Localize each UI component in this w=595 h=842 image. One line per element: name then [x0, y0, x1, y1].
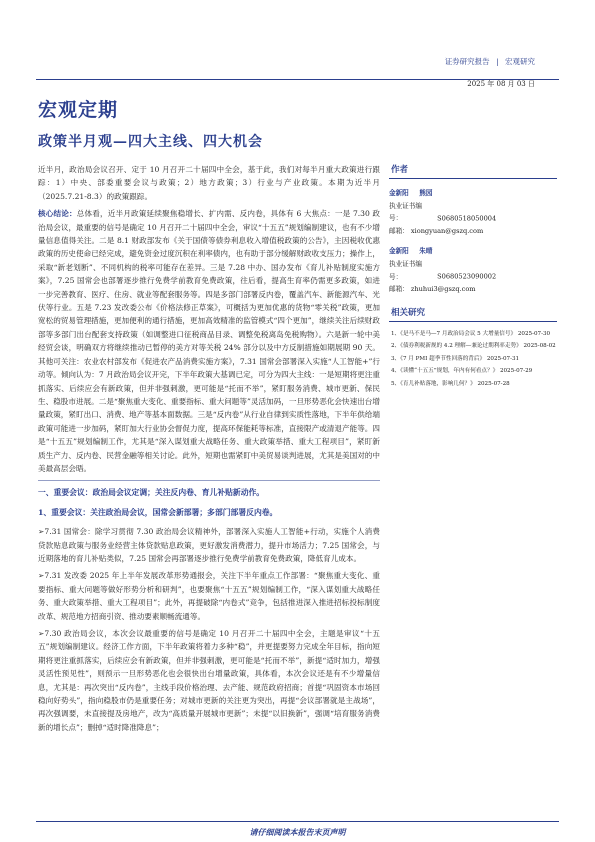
- related-item[interactable]: 4、《读懂“十五五”规划，年内有何看点？》 2025-07-29: [391, 368, 533, 375]
- related-research-list: [389, 328, 557, 391]
- cert-number: S0680523090002: [437, 272, 497, 281]
- related-item[interactable]: 1、《是马不是马—7 月政治局会议 5 大增量信号》 2025-07-30: [391, 330, 551, 337]
- bullet-paragraph: ➢7.30 政治局会议，本次会议最重要的信号是确定 10 月召开二十届四中全会，主题是审议“十五五”规划编制建议。经济工作方面，下半年政策将着力多种“稳”，并更提要努力完成全年目标，指向短期将更注重抓落实，后续应会有新政策，但并非强刺激，更可能是“托而不举”，新提“适时加力，增强灵活性预见性”，则预示一旦形势恶化也会很快出台增量政策，具体看，本次会议还是有不少增量信息，尤其是：再次突出“反内卷”，主线手段价格治理、去产能、规范政府招商；首提“巩固资本市场回稳向好势头”，指向稳股市仍是重要任务；对城市更新的关注更为突出，再提“会议部署就是主战场”，再次强调要，未直接提及房地产，改为“高质量开展城市更新”；未提“以旧换新”，强调“培育服务消费新的增长点”；删掉“适时降准降息”；: [38, 629, 380, 732]
- section-divider: [38, 480, 380, 481]
- bullet-paragraph: ➢7.31 国常会：除学习贯彻 7.30 政治局会议精神外，部署深入实施人工智能+行动，实施个人消费贷款贴息政策与服务业经营主体贷款贴息政策，更好激发消费潜力，提升市场活力；7.25 国常会，与近期落地的育儿补贴类似，7.25 国常会再部署逐步推行免费学前教育免费政策，降低育儿成本。: [38, 527, 380, 563]
- author-email[interactable]: zhuhui3@gszq.com: [410, 285, 476, 294]
- email-label: 邮箱：: [389, 285, 409, 294]
- footer-divider: [36, 821, 559, 822]
- email-label: 邮箱：: [389, 226, 409, 235]
- related-item[interactable]: 5、《育儿补贴落地，影响几何？》 2025-07-28: [391, 380, 510, 387]
- author-firm: 金新阳: [389, 247, 409, 256]
- bullet-paragraph: ➢7.31 发改委 2025 年上半年发展改革形势通报会，关注下半年重点工作部署：“聚焦重大变化、重要指标、重大问题等做好形势分析和研判”，也要聚焦“十五五”规划编制工作，“深入谋划重大战略任务、重大政策举措、重大工程项目”；此外，再提破除“内卷式”竞争，包括推进深入推进招标投标制度改革、规范地方招商引资、推动要素顺畅流通等。: [38, 571, 380, 621]
- report-headline: 政策半月观—四大主线、四大机会: [38, 134, 263, 150]
- core-conclusion-paragraph: [38, 207, 380, 475]
- author-email[interactable]: xiongyuan@gszq.com: [410, 226, 484, 235]
- report-category: 宏观研究: [505, 57, 535, 66]
- author-firm: 金新阳: [389, 189, 409, 197]
- main-body: [38, 163, 380, 734]
- core-conclusion-text: 总体看，近半月政策延续聚焦稳增长、扩内需、反内卷，具体有 6 大焦点：一是 7.30 政治局会议，最重要的信号是确定 10 月召开二十届四中全会，审议“十五五”规划编制建议，也有不少增量信息值得关注。二是 8.1 财政部发布《关于国债等债券利息收入增值税政策的公告》，主因税收优惠政策的历史使命已经完成，避免资金过度沉积在利率债内，也有助于部分缓解财政收支压力；操作上，采取“新老划断”、不同机构的税率可能存在差异。三是 7.28 中办、国办发布《育儿补贴制度实施方案》，7.25 国常会也部署逐步推行免费学前教育免费政策，往后看，提高生育率仍需更多政策，如进一步完善教育、医疗、住房、就业等配套服务等。四是多部门部署反内卷，覆盖汽车、新能源汽车、光伏等行业。五是 7.23 发改委公布《价格法修正草案》，可概括为更加优惠的货物“零关税”政策，更加宽松的贸易管理措施，更加便利的通行措施，更加高效精准的监管模式“四个更加”，继续关注后续财政部等多部门出台配套支持政策（如调整进口征税商品目录、调整免税离岛免税购物）。六是新一轮中美经贸会谈，明确双方将继续推动已暂停的美方对等关税 24% 部分以及中方反制措施如期展期 90 天。其他可关注：农业农村部发布《促进农产品消费实施方案》，7.31 国常会部署深入实施“人工智能+”行动等。倾向认为：7 月政治局会议开完，下半年政策大基调已定，可分为四大主线：一是短期将更注重抓落实、后续应会有新政策，但并非强刺激，更可能是“托而不举”，紧盯服务消费、城市更新、保民生、稳股市进展。二是“聚焦重大变化、重要指标、重大问题等”灵活加码，一旦形势恶化会快速出台增量政策，紧盯出口、消费、地产等基本面数据。三是“反内卷”从行业自律到实质性落地，下半年供给端政策可能进一步加码，紧盯加大行业协会督促力度，提高环保能耗等标准，直接限产或清退产能等。四是“十五五”规划编制工作，尤其是“深入谋划重大战略任务、重大政策举措、重大工程项目”，紧盯新质生产力、反内卷、民营金融等相关讨论。此外，短期也需紧盯中美贸易谈判进展，尤其是美国对的中美最高层会晤。: [38, 209, 381, 473]
- cert-number: S0680518050004: [437, 214, 497, 223]
- section-title: 一、重要会议：政治局会议定调；关注反内卷、育儿补贴新动作。: [38, 488, 265, 498]
- intro-paragraph: 近半月，政治局会议召开、定于 10 月召开二十届四中全会，基于此，我们对每半月重大政策进行跟踪：1）中央、部委重要会议与政策；2）地方政策；3）行业与产业政策。本期为近半月（2025.7.21-8.3）的政策跟踪。: [38, 165, 380, 201]
- related-item[interactable]: 3、《7 月 PMI 超季节性回落的背后》 2025-07-31: [391, 355, 520, 362]
- related-item[interactable]: 2、《债券利税新规的 4.2 理解—兼论过期利率走势》 2025-08-02: [391, 343, 556, 350]
- core-conclusion-label: 核心结论：: [38, 209, 77, 219]
- sidebar: [389, 163, 557, 390]
- footer-disclaimer: 请仔细阅读本报告末页声明: [249, 827, 346, 837]
- category-title: 宏观定期: [38, 99, 119, 121]
- cert-label: 执业证书编号：: [389, 259, 422, 281]
- related-research-heading: 相关研究: [389, 306, 557, 322]
- author-name: 熊园: [419, 189, 433, 197]
- subsection-title: 1、重要会议：关注政治局会议，国常会新部署；多部门部署反内卷。: [38, 507, 278, 517]
- author-name: 朱晴: [419, 247, 433, 256]
- report-date: 2025 年 08 月 03 日: [467, 80, 535, 88]
- header-separator: |: [496, 57, 499, 66]
- cert-label: 执业证书编号：: [389, 201, 422, 223]
- author-card: [389, 187, 557, 237]
- report-type: 证券研究报告: [444, 57, 490, 66]
- authors-heading: 作者: [389, 163, 557, 179]
- report-header: [441, 56, 535, 89]
- header-divider: [36, 79, 559, 80]
- author-card: [389, 245, 557, 295]
